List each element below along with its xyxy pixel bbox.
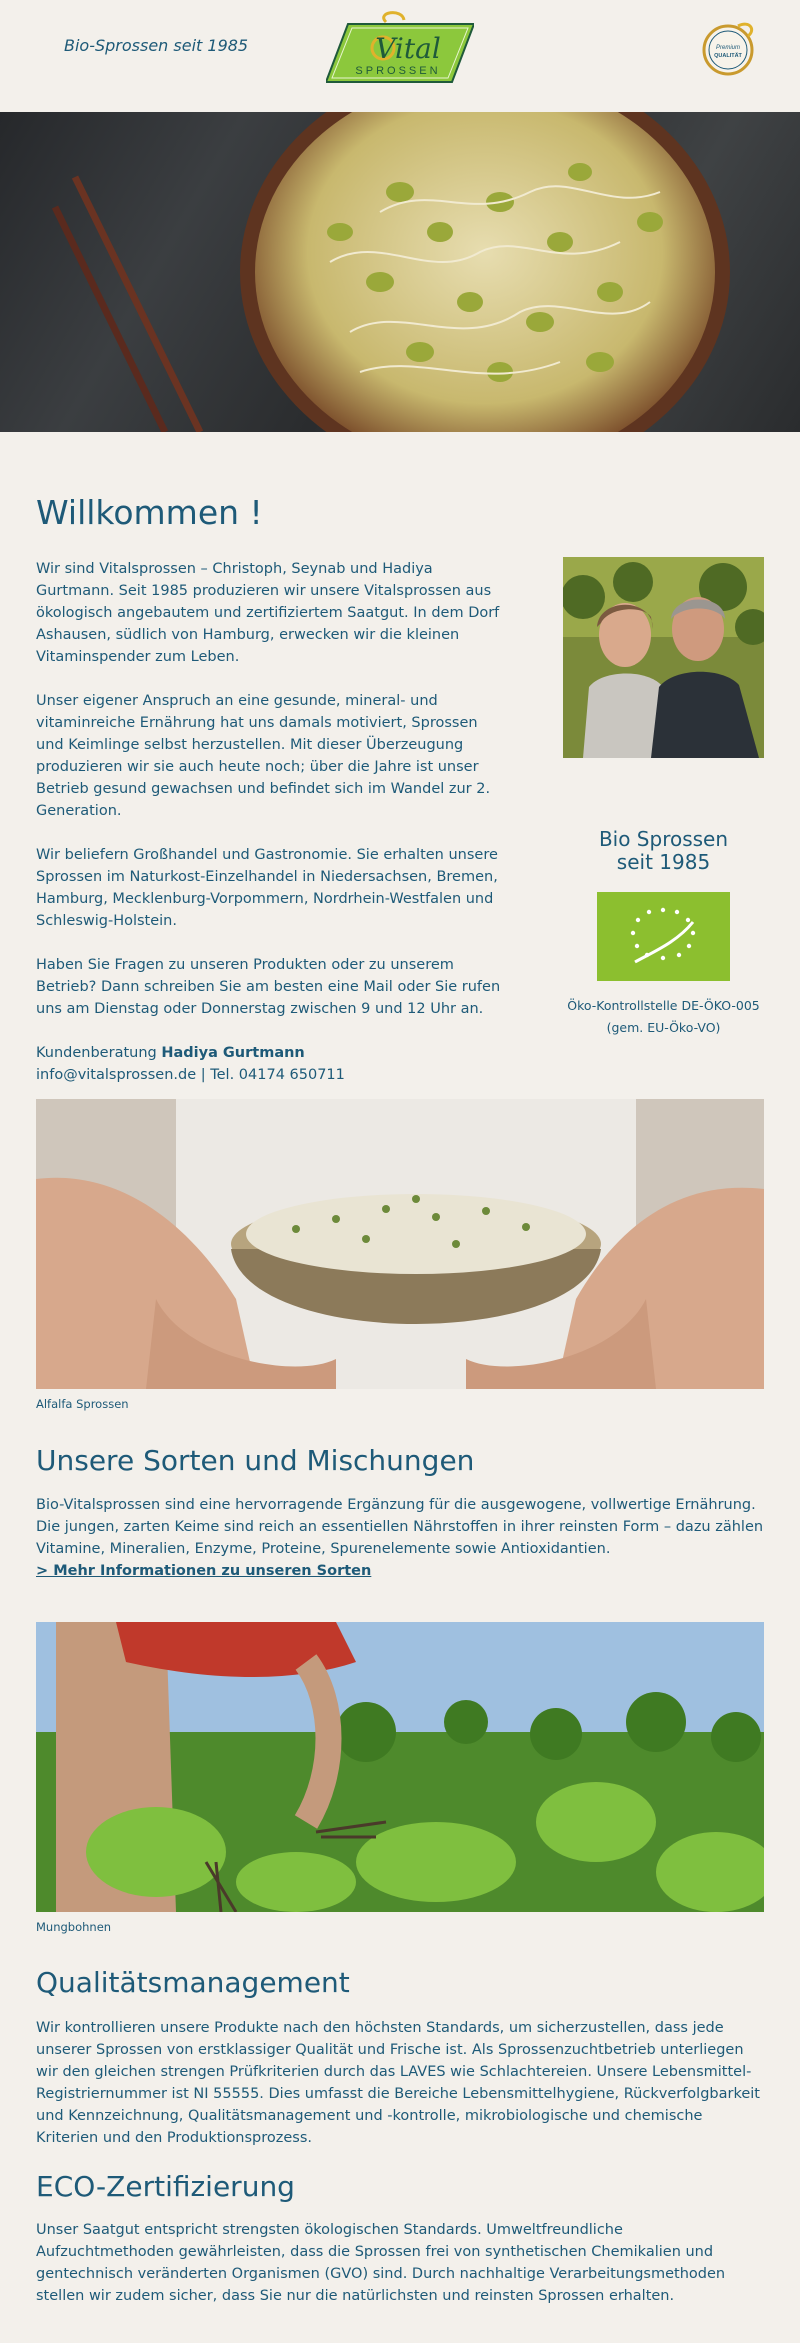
- alfalfa-caption: Alfalfa Sprossen: [36, 1397, 129, 1411]
- welcome-paragraph: Wir sind Vitalsprossen – Christoph, Seynab und Hadiya Gurtmann. Seit 1985 produzieren wir unsere Vitalsprossen aus ökologisch angebautem und zertifiziertem Saatgut. In dem Dorf Ashausen, südlich von Hamburg, erwecken wir die kleinen Vitaminspender zum Leben.: [36, 561, 500, 665]
- contact-prefix: Kundenberatung: [36, 1045, 162, 1061]
- vital-sprossen-logo[interactable]: [326, 10, 474, 86]
- eu-organic-leaf-icon: [597, 892, 730, 981]
- sorten-text-block: [36, 1494, 764, 1582]
- logo-script-text: Vital: [375, 32, 441, 65]
- badge-text-top: Premium: [715, 45, 741, 51]
- certification-text: [548, 995, 779, 1039]
- mung-caption: Mungbohnen: [36, 1920, 112, 1934]
- logo-caps-text: SPROSSEN: [355, 65, 441, 77]
- header-tagline: Bio-Sprossen seit 1985: [64, 36, 249, 55]
- eco-title: ECO-Zertifizierung: [36, 2170, 295, 2203]
- site-header: [0, 0, 800, 112]
- alfalfa-photo: [36, 1099, 764, 1389]
- sorten-more-link[interactable]: > Mehr Informationen zu unseren Sorten: [36, 1563, 372, 1579]
- welcome-text: [36, 558, 506, 1086]
- sorten-title: Unsere Sorten und Mischungen: [36, 1444, 475, 1477]
- contact-name: Hadiya Gurtmann: [161, 1045, 305, 1061]
- welcome-title: Willkommen !: [36, 493, 263, 532]
- badge-text-bottom: QUALITÄT: [714, 53, 742, 59]
- contact-line[interactable]: info@vitalsprossen.de | Tel. 04174 650711: [36, 1067, 345, 1083]
- eco-text: Unser Saatgut entspricht strengsten ökologischen Standards. Umweltfreundliche Aufzuchtmethoden gewährleisten, dass die Sprossen frei von synthetischen Chemikalien und gentechnisch veränderten Organismen (GVO) sind. Durch nachhaltige Verarbeitungsmethoden stellen wir zudem sicher, dass Sie nur die natürlichsten und reinsten Sprossen erhalten.: [36, 2222, 726, 2304]
- bio-title-line: seit 1985: [616, 850, 711, 874]
- quality-title: Qualitätsmanagement: [36, 1966, 350, 1999]
- bio-title-line: Bio Sprossen: [598, 827, 729, 851]
- bio-sprossen-heading: [563, 828, 764, 874]
- cert-line: (gem. EU-Öko-VO): [606, 1020, 721, 1035]
- hero-image-mung-sprouts: [0, 112, 800, 432]
- cert-line: Öko-Kontrollstelle DE-ÖKO-005: [567, 998, 760, 1013]
- portrait-photo: [563, 557, 764, 758]
- premium-quality-badge-icon: [698, 18, 758, 78]
- mung-bean-field-photo: [36, 1622, 764, 1912]
- welcome-paragraph: Haben Sie Fragen zu unseren Produkten oder zu unserem Betrieb? Dann schreiben Sie am besten eine Mail oder Sie rufen uns am Dienstag oder Donnerstag zwischen 9 und 12 Uhr an.: [36, 957, 501, 1017]
- welcome-paragraph: Wir beliefern Großhandel und Gastronomie. Sie erhalten unsere Sprossen im Naturkost-Einzelhandel in Niedersachsen, Bremen, Hamburg, Mecklenburg-Vorpommern, Nordrhein-Westfalen und Schleswig-Holstein.: [36, 847, 498, 929]
- welcome-paragraph: Unser eigener Anspruch an eine gesunde, mineral- und vitaminreiche Ernährung hat uns damals motiviert, Sprossen und Keimlinge selbst herzustellen. Mit dieser Überzeugung produzieren wir sie auch heute noch; über die Jahre ist unser Betrieb gesund gewachsen und befindet sich im Wandel zur 2. Generation.: [36, 693, 491, 819]
- quality-text: Wir kontrollieren unsere Produkte nach den höchsten Standards, um sicherzustellen, dass jede unserer Sprossen von erstklassiger Qualität und Frische ist. Als Sprossenzuchtbetrieb unterliegen wir den gleichen strengen Prüfkriterien durch das LAVES wie Schlachtereien. Unsere Lebensmittel-Registriernummer ist NI 55555. Dies umfasst die Bereiche Lebensmittelhygiene, Rückverfolgbarkeit und Kennzeichnung, Qualitätsmanagement und -kontrolle, mikrobiologische und chemische Kriterien und den Produktionsprozess.: [36, 2020, 760, 2146]
- sorten-text: Bio-Vitalsprossen sind eine hervorragende Ergänzung für die ausgewogene, vollwertige Ernährung. Die jungen, zarten Keime sind reich an essentiellen Nährstoffen in ihrer reinsten Form – dazu zählen Vitamine, Mineralien, Enzyme, Proteine, Spurenelemente sowie Antioxidantien.: [36, 1497, 764, 1557]
- contact-block: [36, 1042, 506, 1086]
